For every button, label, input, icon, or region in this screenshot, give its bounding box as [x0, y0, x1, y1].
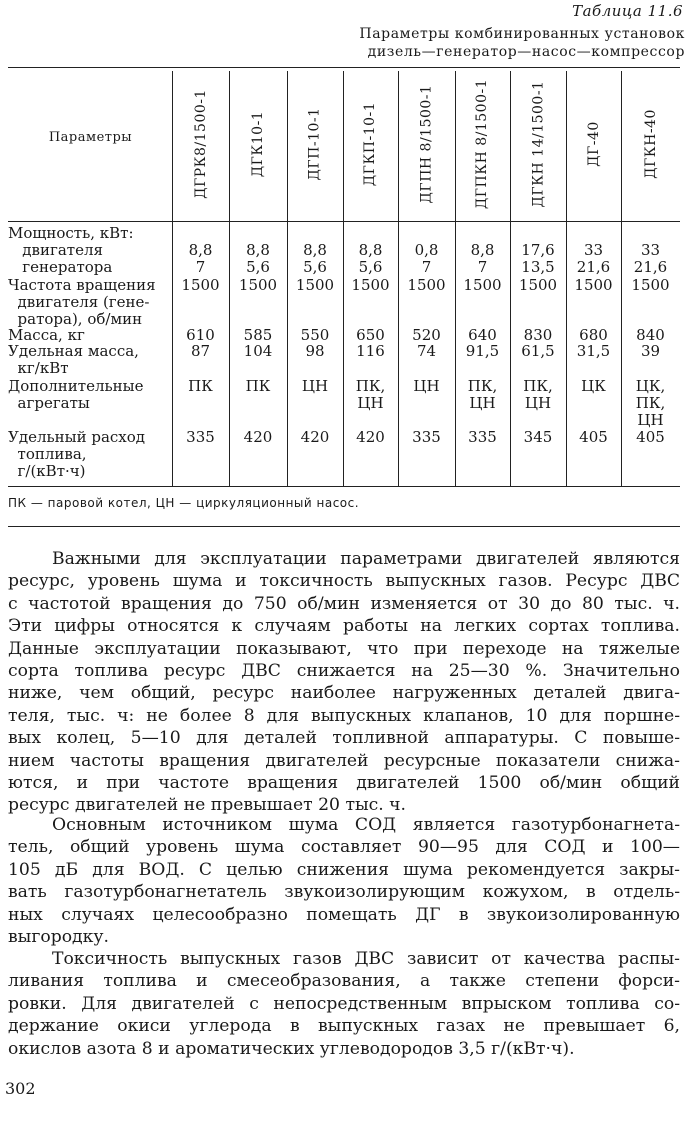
table-cell: 585: [243, 326, 273, 344]
table-cell: 405: [579, 428, 608, 446]
row-label: Масса, кг: [8, 326, 85, 344]
body-paragraph: [8, 548, 680, 817]
table-cell: 520: [412, 326, 441, 344]
paragraph-line: ресурс двигателей не превышает 20 тыс. ч.: [8, 795, 407, 816]
table-cell: 1500: [407, 276, 446, 294]
table-cell: 8,8 5,6: [246, 241, 270, 276]
table-cell: 91,5: [465, 342, 500, 360]
body-paragraph: [8, 948, 680, 1060]
table-cell: 680: [579, 326, 608, 344]
column-header: [621, 74, 680, 214]
table-cell: ПК, ЦН: [355, 377, 386, 412]
paragraph-line: 105 дБ для ВОД. С целью снижения шума рекомендуется закры-: [8, 859, 680, 880]
table-cell: ЦК, ПК, ЦН: [635, 377, 666, 429]
table-header-rule: [8, 221, 680, 222]
table-cell: 840: [636, 326, 665, 344]
table-cell: 104: [243, 342, 273, 360]
row-label: Частота вращения двигателя (гене- ратора), об/мин: [8, 276, 156, 328]
paragraph-line: Эти цифры относятся к случаям работы на легких сортах топлива.: [8, 616, 680, 637]
table-cell: 1500: [518, 276, 558, 294]
table-cell: 1500: [463, 276, 502, 294]
row-label: Удельная масса, кг/кВт: [8, 342, 139, 377]
table-cell: 405: [636, 428, 665, 446]
column-header-label: ДГРК8/1500-1: [192, 89, 209, 199]
table-cell: 17,6 13,5: [521, 241, 555, 276]
column-header-label: ДГКН-40: [642, 109, 659, 179]
table-cell: 335: [412, 428, 441, 446]
paragraph-line: держание окиси углерода в выпускных газах не превышает 6,: [8, 1016, 680, 1037]
paragraph-line: Основным источником шума СОД является газотурбонагнета-: [52, 815, 680, 835]
table-cell: ЦК: [581, 377, 606, 395]
column-header-label: ДГКН 14/1500-1: [530, 80, 547, 208]
table-cell: 0,8 7: [414, 241, 439, 276]
table-cell: 345: [523, 428, 553, 446]
paragraph-line: ются, и при частоте вращения двигателей 1500 об/мин общий: [8, 773, 680, 794]
row-label: Мощность, кВт: двигателя генератора: [8, 224, 134, 276]
paragraph-line: Важными для эксплуатации параметрами двигателей являются: [52, 549, 680, 569]
table-cell: 33 21,6: [633, 241, 668, 276]
table-cell: ПК, ЦН: [523, 377, 553, 412]
paragraph-line: ных случаях целесообразно помещать ДГ в звукоизолированную: [8, 904, 680, 925]
paragraph-line: тель, общий уровень шума составляет 90—95 для СОД и 100—: [8, 837, 680, 858]
table-cell: 650: [356, 326, 385, 344]
table-cell: 420: [243, 428, 273, 446]
column-header: [510, 74, 566, 214]
table-note: ПК — паровой котел, ЦН — циркуляционный насос.: [8, 496, 360, 510]
column-header: [172, 74, 229, 214]
table-caption: Таблица 11.6: [572, 2, 683, 20]
table-cell: 1500: [631, 276, 670, 294]
column-header-label: ДГКП-10-1: [362, 101, 379, 187]
row-label: Удельный расход топлива, г/(кВт·ч): [8, 428, 146, 480]
table-cell: 87: [190, 342, 211, 360]
paragraph-line: ресурс, уровень шума и токсичность выпускных газов. Ресурс ДВС: [8, 571, 680, 592]
paragraph-line: окислов азота 8 и ароматических углеводородов 3,5 г/(кВт·ч).: [8, 1038, 575, 1059]
table-cell: 31,5: [576, 342, 611, 360]
column-header-label: ДГ-40: [585, 121, 602, 167]
table-cell: 420: [300, 428, 330, 446]
table-bottom-rule: [8, 486, 680, 487]
table-cell: 335: [468, 428, 497, 446]
table-cell: 33 21,6: [576, 241, 611, 276]
paragraph-line: ровки. Для двигателей с непосредственным впрыском топлива со-: [8, 993, 680, 1014]
table-cell: 61,5: [521, 342, 555, 360]
table-cell: 610: [186, 326, 215, 344]
paragraph-line: ливания топлива и смесеобразования, а также степени форси-: [8, 971, 680, 992]
table-cell: 8,8 7: [470, 241, 495, 276]
table-cell: 8,8 7: [188, 241, 213, 276]
table-cell: ЦН: [301, 377, 329, 395]
column-header: [287, 74, 343, 214]
column-header-label: ДГК10-1: [250, 110, 267, 178]
table-cell: 116: [356, 342, 385, 360]
table-cell: 98: [305, 342, 325, 360]
paragraph-line: вать газотурбонагнетатель звукоизолирующим кожухом, в отдель-: [8, 882, 680, 903]
table-top-rule: [8, 67, 680, 68]
paragraph-line: нием частоты вращения двигателей ресурсные показатели снижа-: [8, 750, 680, 771]
table-cell: 39: [640, 342, 661, 360]
paragraph-line: выгородку.: [8, 927, 109, 948]
table-cell: 8,8 5,6: [303, 241, 327, 276]
table-cell: ПК, ЦН: [467, 377, 498, 412]
paragraph-line: ниже, чем общий, ресурс наиболее нагруженных деталей двига-: [8, 683, 680, 704]
column-header-label: ДГП-10-1: [307, 107, 324, 181]
page-number: 302: [5, 1079, 36, 1098]
column-header: [566, 74, 621, 214]
table-title-line-2: дизель—генератор—насос—компрессор: [367, 44, 685, 60]
table-cell: 830: [523, 326, 553, 344]
note-bottom-rule: [8, 526, 680, 527]
body-paragraph: [8, 814, 680, 948]
column-header: [343, 74, 398, 214]
table-cell: 8,8 5,6: [358, 241, 383, 276]
column-header-label: ДГПН 8/1500-1: [418, 84, 435, 204]
row-label: Дополнительные агрегаты: [8, 377, 144, 412]
paragraph-line: Данные эксплуатации показывают, что при переходе на тяжелые: [8, 638, 680, 659]
table-cell: 1500: [295, 276, 335, 294]
table-cell: 550: [300, 326, 330, 344]
table-cell: 1500: [238, 276, 278, 294]
paragraph-line: вых колец, 5—10 для деталей топливной аппаратуры. С повыше-: [8, 728, 680, 749]
table-cell: ПК: [245, 377, 271, 395]
column-header: [229, 74, 287, 214]
paragraph-line: Токсичность выпускных газов ДВС зависит от качества распы-: [52, 949, 680, 969]
table-cell: ПК: [188, 377, 213, 395]
table-cell: 420: [356, 428, 385, 446]
table-cell: 1500: [574, 276, 613, 294]
column-header-label: ДГПКН 8/1500-1: [474, 78, 491, 210]
paragraph-line: сорта топлива ресурс ДВС снижается на 25—30 %. Значительно: [8, 661, 680, 682]
table-cell: 335: [186, 428, 215, 446]
parameters-column-header: Параметры: [48, 130, 133, 145]
table-title-line-1: Параметры комбинированных установок: [359, 26, 685, 42]
table-cell: 1500: [351, 276, 390, 294]
table-cell: ЦН: [413, 377, 440, 395]
table-cell: 640: [468, 326, 497, 344]
table-cell: 1500: [181, 276, 220, 294]
paragraph-line: с частотой вращения до 750 об/мин изменяется от 30 до 80 тыс. ч.: [8, 593, 680, 614]
column-header: [455, 74, 510, 214]
column-header: [398, 74, 455, 214]
table-cell: 74: [416, 342, 437, 360]
paragraph-line: теля, тыс. ч: не более 8 для выпускных клапанов, 10 для поршне-: [8, 705, 680, 726]
